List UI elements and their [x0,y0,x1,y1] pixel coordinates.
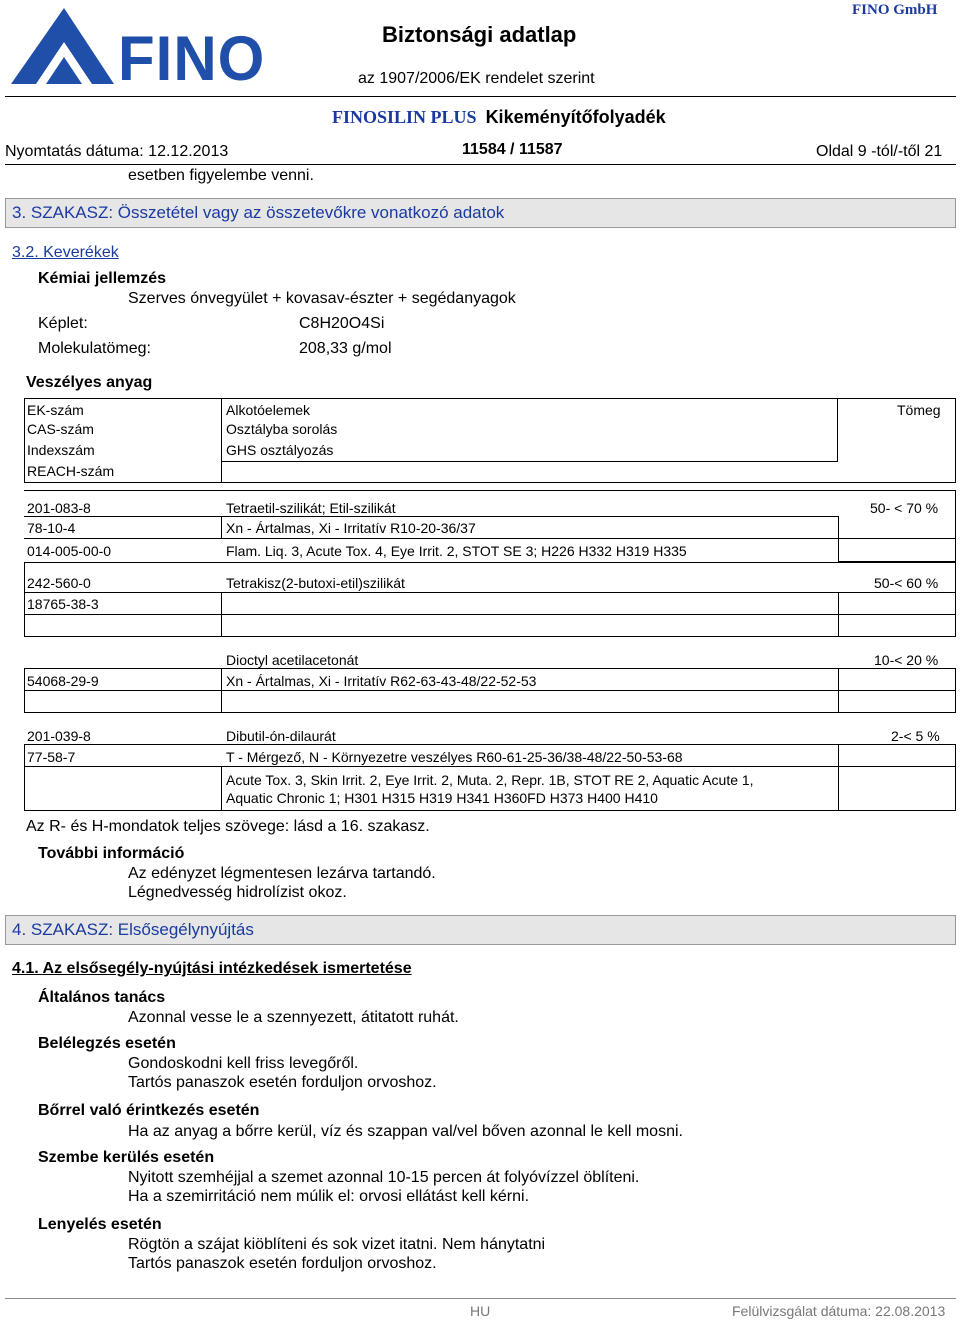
ingestion-label: Lenyelés esetén [38,1216,162,1233]
row3-cas: 54068-29-9 [27,673,99,689]
row3-name: Dioctyl acetilacetonát [226,652,359,668]
product-name [332,107,666,128]
subsection-3-2: 3.2. Keverékek [12,244,119,261]
product-brand: FINOSILIN PLUS [332,107,477,127]
th-cas: CAS-szám [27,421,94,437]
ingestion-2: Tartós panaszok esetén forduljon orvoshoz. [128,1255,437,1272]
document-title: Biztonsági adatlap [382,22,577,47]
row4-vline [221,766,222,810]
page-info: Oldal 9 -tól/-től 21 [816,143,943,160]
row4-mass: 2-< 5 % [891,728,940,744]
doc-number: 11584 / 11587 [462,141,563,158]
th-ghs: GHS osztályozás [226,442,334,458]
inhalation-2: Tartós panaszok esetén forduljon orvoshoz. [128,1074,437,1091]
chem-char-label: Kémiai jellemzés [38,270,167,287]
row2-cas: 18765-38-3 [27,596,99,612]
row4-class: T - Mérgező, N - Környezetre veszélyes R60-61-25-36/38-48/22-50-53-68 [226,749,683,765]
row3-line-3 [24,712,956,713]
logo-text: FINO [118,23,266,94]
rh-note: Az R- és H-mondatok teljes szövege: lásd a 16. szakasz. [26,818,430,835]
row1-cas: 78-10-4 [27,520,76,536]
print-date: Nyomtatás dátuma: 12.12.2013 [5,143,229,160]
carryover-text: esetben figyelembe venni. [128,167,314,184]
row4-vline-r [955,744,956,810]
row4-ghs2: Aquatic Chronic 1; H301 H315 H319 H341 H360FD H373 H400 H410 [226,790,658,806]
th-reach: REACH-szám [27,463,115,479]
th-classification: Osztályba sorolás [226,421,338,437]
regulation-text: az 1907/2006/EK rendelet szerint [358,70,595,87]
row1-ek: 201-083-8 [27,500,91,516]
inhalation-label: Belélegzés esetén [38,1035,176,1052]
general-advice-1: Azonnal vesse le a szennyezett, átitatott ruhát. [128,1009,459,1026]
row2-vline [221,592,222,636]
company-logo [6,2,266,94]
row4-line-3 [24,810,956,811]
mw-label: Molekulatömeg: [38,340,151,357]
row4-name: Dibutil-ón-dilaurát [226,728,336,744]
section4-title: 4. SZAKASZ: Elsősegélynyújtás [12,920,254,939]
row3-vline-2 [838,668,839,712]
row1-mass: 50- < 70 % [870,500,939,516]
row2-line-2 [24,592,956,593]
eye-label: Szembe kerülés esetén [38,1149,215,1166]
row2-name: Tetrakisz(2-butoxi-etil)szilikát [226,575,405,591]
further-info-1: Az edényzet légmentesen lezárva tartandó. [128,865,436,882]
general-advice-label: Általános tanács [38,989,166,1006]
row1-vline-2 [838,516,839,561]
row1-ghs: Flam. Liq. 3, Acute Tox. 4, Eye Irrit. 2, STOT SE 3; H226 H332 H319 H335 [226,543,687,559]
row2-vline-r [955,562,956,636]
row4-ek: 201-039-8 [27,728,91,744]
row1-line-top [24,490,956,491]
row2-vline-2 [838,592,839,636]
row3-vline [221,668,222,712]
row1-index: 014-005-00-0 [27,543,112,559]
eye-2: Ha a szemirritáció nem múlik el: orvosi ellátást kell kérni. [128,1188,530,1205]
skin-label: Bőrrel való érintkezés esetén [38,1102,260,1119]
row1-vline-3 [955,490,956,561]
th-ek: EK-szám [27,402,84,418]
th-index: Indexszám [27,442,95,458]
mw-value: 208,33 g/mol [299,340,392,357]
row4-vline-2 [838,744,839,810]
row2-mass: 50-< 60 % [874,575,939,591]
company-name: FINO GmbH [852,2,938,18]
chem-char-value: Szerves ónvegyület + kovasav-észter + segédanyagok [128,290,516,307]
hazardous-label: Veszélyes anyag [26,374,153,391]
row4-cas: 77-58-7 [27,749,76,765]
row2-line-3 [24,614,956,615]
subsection-4-1: 4.1. Az elsősegély-nyújtási intézkedések ismertetése [12,960,412,977]
eye-1: Nyitott szemhéjjal a szemet azonnal 10-15 percen át folyóvízzel öblíteni. [128,1169,640,1186]
row3-mass: 10-< 20 % [874,652,939,668]
row1-vline [221,516,222,538]
row2-line-top [24,562,956,563]
product-desc: Kikeményítőfolyadék [485,107,666,127]
row4-line-top [24,744,956,745]
th-mass: Tömeg [897,402,941,418]
row2-ek: 242-560-0 [27,575,91,591]
row3-class: Xn - Ártalmas, Xi - Irritatív R62-63-43-48/22-52-53 [226,673,537,689]
header-divider-2 [5,164,956,165]
row1-name: Tetraetil-szilikát; Etil-szilikát [226,500,396,516]
further-info-2: Légnedvesség hidrolízist okoz. [128,884,347,901]
row1-class: Xn - Ártalmas, Xi - Irritatív R10-20-36/37 [226,520,476,536]
row3-line-top [24,668,956,669]
row2-line-4 [24,636,956,637]
inhalation-1: Gondoskodni kell friss levegőről. [128,1055,359,1072]
th-components: Alkotóelemek [226,402,311,418]
row3-vline-l [24,668,25,712]
skin-1: Ha az anyag a bőrre kerül, víz és szappan val/vel bőven azonnal le kell mosni. [128,1123,683,1140]
formula-value: C8H20O4Si [299,315,385,332]
row1-line-2 [24,516,838,517]
row2-vline-l [24,562,25,636]
section3-title: 3. SZAKASZ: Összetétel vagy az összetevőkre vonatkozó adatok [12,203,505,222]
row3-line-2 [24,690,956,691]
footer-revision: Felülvizsgálat dátuma: 22.08.2013 [732,1303,946,1319]
row4-ghs1: Acute Tox. 3, Skin Irrit. 2, Eye Irrit. 2, Muta. 2, Repr. 1B, STOT RE 2, Aquatic Acute 1, [226,772,754,788]
header-divider [5,96,956,97]
footer-lang: HU [470,1303,491,1319]
further-info-label: További információ [38,845,185,862]
footer-divider [5,1298,956,1299]
row3-vline-r [955,668,956,712]
formula-label: Képlet: [38,315,88,332]
row4-line-2 [24,766,956,767]
ingestion-1: Rögtön a szájat kiöblíteni és sok vizet itatni. Nem hánytatni [128,1236,546,1253]
row1-line-3 [24,538,956,539]
row4-vline-l [24,744,25,810]
